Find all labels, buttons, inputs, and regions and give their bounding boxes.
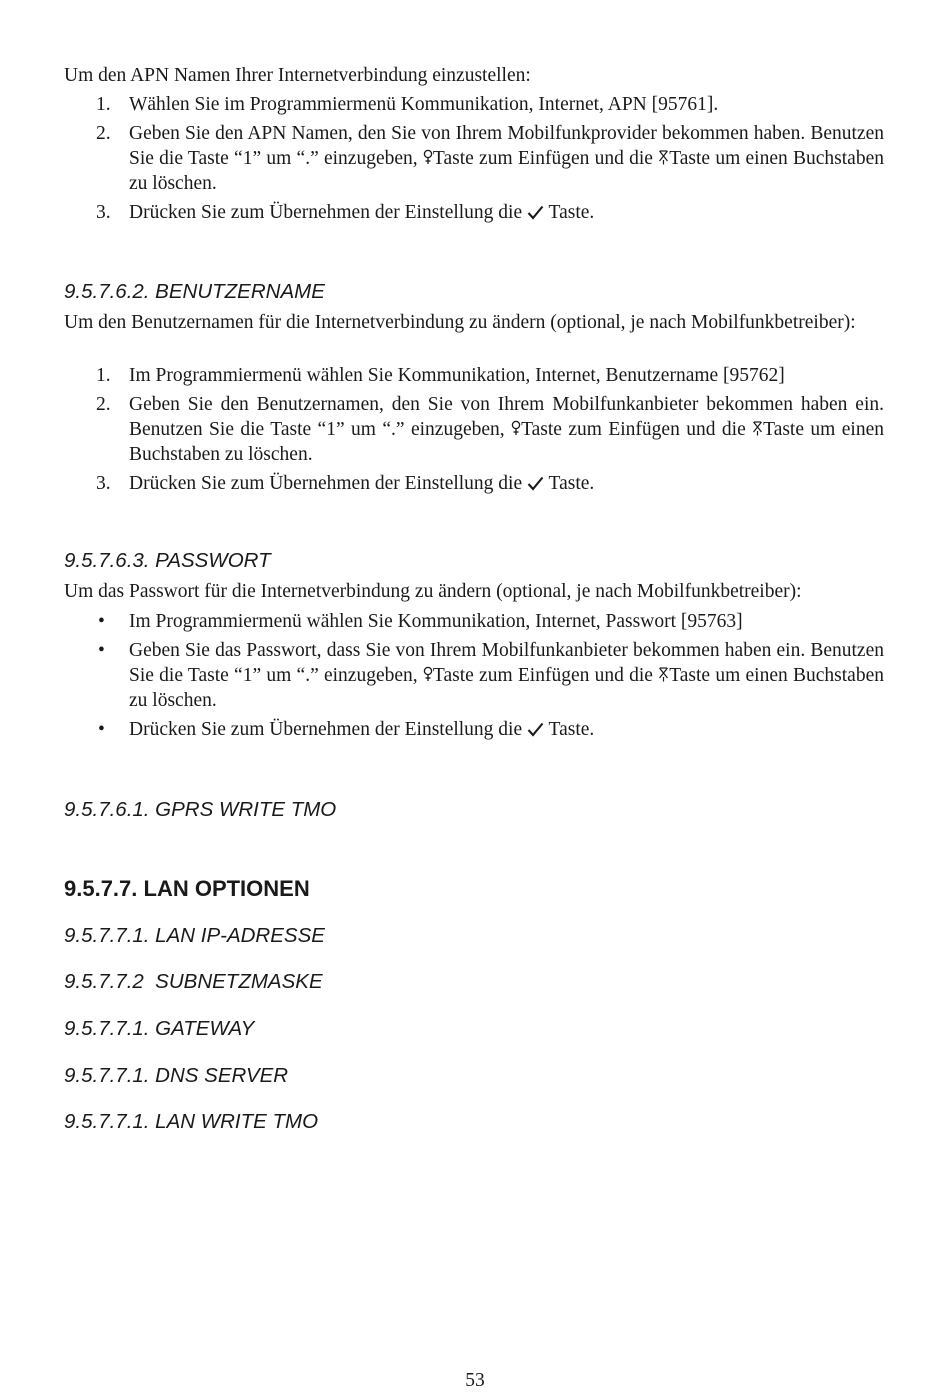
list-item [64, 471, 884, 496]
list-item [64, 121, 884, 196]
check-key-icon [527, 476, 544, 491]
list-text: Im Programmiermenü wählen Sie Kommunikation, Internet, Passwort [95763] [129, 611, 743, 632]
list-item [64, 638, 884, 713]
section-heading-gateway: 9.5.7.7.1. GATEWAY [64, 1017, 255, 1040]
insert-key-icon [423, 666, 433, 683]
delete-key-icon [658, 149, 669, 166]
insert-key-icon [423, 149, 433, 166]
bullet: • [98, 719, 105, 740]
list-text: Taste. [548, 473, 595, 494]
list-number: 2. [96, 123, 111, 144]
section-heading-lan-optionen: 9.5.7.7. LAN OPTIONEN [64, 876, 310, 901]
apn-steps [64, 92, 884, 229]
list-text: Taste. [548, 719, 595, 740]
delete-key-icon [752, 420, 763, 437]
list-text: Taste um einen Buchstaben zu löschen. [129, 665, 884, 711]
list-number: 1. [96, 94, 111, 115]
list-item [64, 392, 884, 467]
list-item [64, 717, 884, 742]
pass-steps [64, 609, 884, 746]
list-text: Taste zum Einfügen und die [432, 665, 653, 686]
list-text: Taste um einen Buchstaben zu löschen. [129, 419, 884, 465]
section-heading-passwort: 9.5.7.6.3. PASSWORT [64, 549, 271, 572]
section-heading-gprs-write-tmo: 9.5.7.6.1. GPRS WRITE TMO [64, 798, 337, 821]
list-text: Drücken Sie zum Übernehmen der Einstellung die [129, 202, 523, 223]
list-text: Geben Sie den Benutzernamen, den Sie von Ihrem Mobilfunkanbieter bekommen haben ein. Benutzen Sie die Taste “1” um “.” einzugeben, [129, 394, 884, 440]
list-text: Geben Sie das Passwort, dass Sie von Ihrem Mobilfunkanbieter bekommen haben ein. Benutzen Sie die Taste “1” um “.” einzugeben, [129, 640, 884, 686]
pass-intro: Um das Passwort für die Internetverbindung zu ändern (optional, je nach Mobilfunkbetreiber): [64, 581, 802, 602]
list-text: Geben Sie den APN Namen, den Sie von Ihrem Mobilfunkprovider bekommen haben. Benutzen Sie die Taste “1” um “.” einzugeben, [129, 123, 884, 169]
list-number: 3. [96, 202, 111, 223]
insert-key-icon [511, 420, 521, 437]
bullet: • [98, 640, 105, 661]
user-intro: Um den Benutzernamen für die Internetverbindung zu ändern (optional, je nach Mobilfunkbetreiber): [64, 312, 856, 333]
list-text: Taste um einen Buchstaben zu löschen. [129, 148, 884, 194]
user-steps [64, 363, 884, 500]
list-item [64, 363, 884, 388]
apn-intro: Um den APN Namen Ihrer Internetverbindung einzustellen: [64, 65, 531, 86]
list-number: 3. [96, 473, 111, 494]
list-number: 1. [96, 365, 111, 386]
bullet: • [98, 611, 105, 632]
section-heading-lan-write-tmo: 9.5.7.7.1. LAN WRITE TMO [64, 1110, 319, 1133]
list-item [64, 609, 884, 634]
list-text: Taste zum Einfügen und die [521, 419, 746, 440]
list-text: Taste. [548, 202, 595, 223]
list-item [64, 92, 884, 117]
check-key-icon [527, 722, 544, 737]
check-key-icon [527, 205, 544, 220]
list-text: Taste zum Einfügen und die [432, 148, 653, 169]
delete-key-icon [658, 666, 669, 683]
section-heading-subnetzmaske: 9.5.7.7.2 SUBNETZMASKE [64, 970, 323, 993]
page-number: 53 [465, 1370, 485, 1391]
list-number: 2. [96, 394, 111, 415]
list-item [64, 200, 884, 225]
list-text: Wählen Sie im Programmiermenü Kommunikation, Internet, APN [95761]. [129, 94, 719, 115]
section-heading-dns-server: 9.5.7.7.1. DNS SERVER [64, 1064, 289, 1087]
section-heading-lan-ip: 9.5.7.7.1. LAN IP-ADRESSE [64, 924, 325, 947]
list-text: Drücken Sie zum Übernehmen der Einstellung die [129, 719, 523, 740]
list-text: Im Programmiermenü wählen Sie Kommunikation, Internet, Benutzername [95762] [129, 365, 785, 386]
section-heading-benutzername: 9.5.7.6.2. BENUTZERNAME [64, 280, 325, 303]
list-text: Drücken Sie zum Übernehmen der Einstellung die [129, 473, 523, 494]
